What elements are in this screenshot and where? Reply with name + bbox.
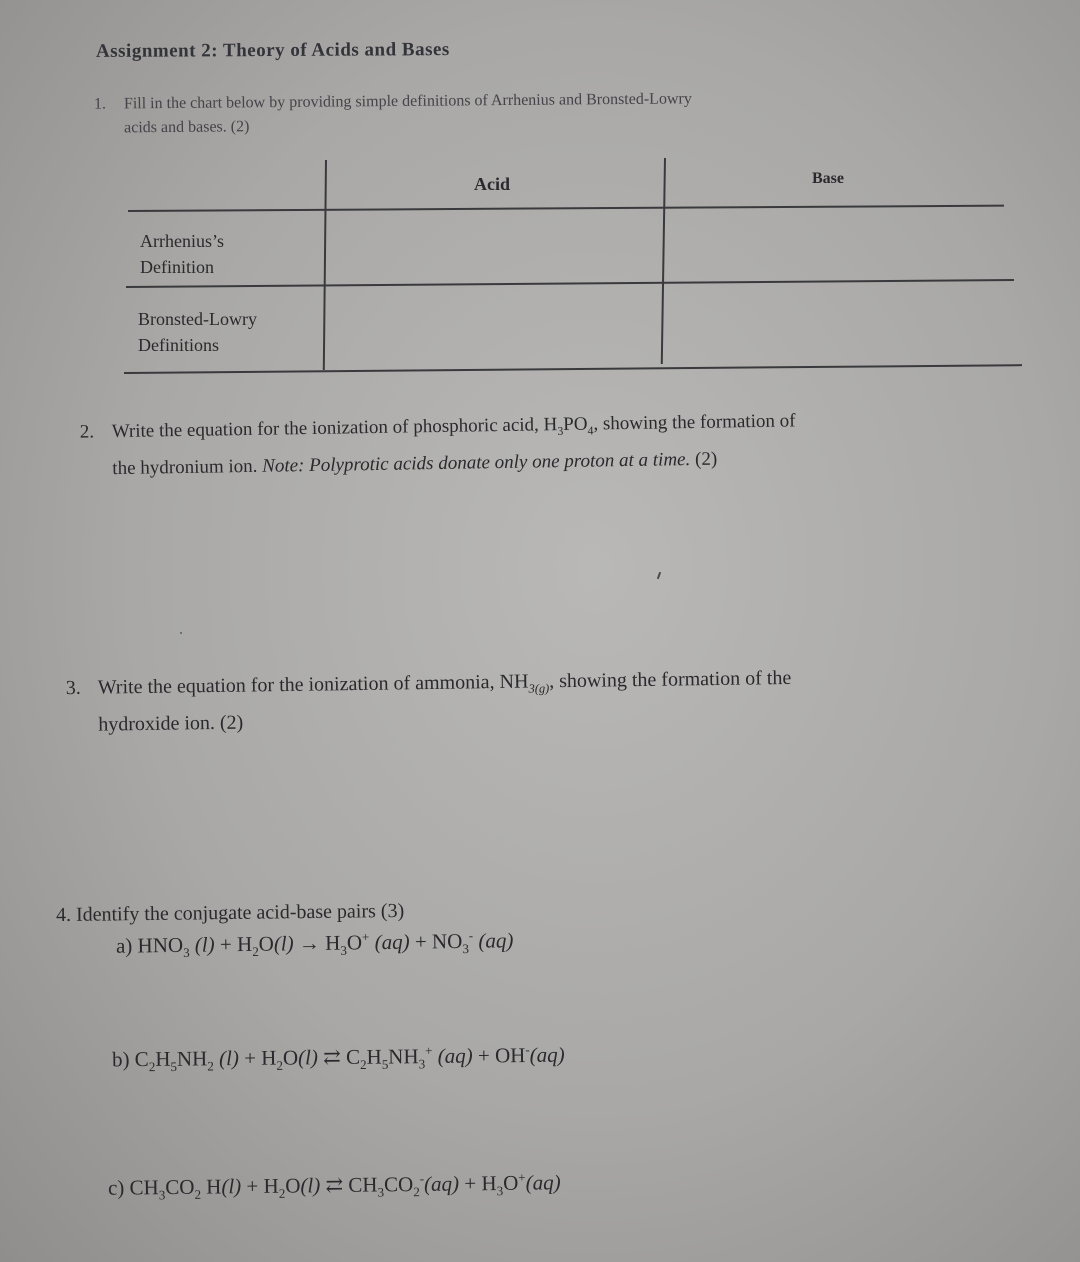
eq-c-state: (aq) — [423, 1171, 460, 1196]
q3-sub: 3(g) — [528, 681, 550, 696]
q2-sub-1: 3 — [557, 424, 564, 438]
eq-a-state: (aq) — [472, 928, 514, 953]
table-row-arrhenius-label — [140, 228, 224, 280]
eq-c-part: c) CH — [107, 1175, 159, 1200]
q3-text-a: Write the equation for the ionization of ammonia, NH — [97, 670, 529, 699]
eq-c-state: (l) — [221, 1174, 242, 1199]
eq-c-charge: - — [419, 1170, 425, 1186]
eq-b-part: C — [345, 1044, 361, 1069]
eq-b-sub: 5 — [170, 1058, 178, 1074]
question-2 — [80, 406, 797, 484]
eq-c-part: CH — [348, 1172, 378, 1197]
eq-b-sub: 3 — [418, 1056, 426, 1072]
eq-b-part: NH — [176, 1046, 208, 1071]
q2-text-a: Write the equation for the ionization of phosphoric acid, H — [111, 414, 558, 443]
eq-c-sub: 3 — [158, 1187, 166, 1203]
eq-c-state: (l) — [300, 1173, 321, 1198]
eq-c-part: CO — [165, 1174, 195, 1200]
eq-a-state: (l) — [189, 932, 215, 957]
equation-c — [108, 1169, 561, 1204]
arrhenius-label-line-1: Arrhenius’s — [140, 231, 224, 251]
question-4-heading: 4. Identify the conjugate acid-base pairs (3) — [55, 899, 405, 927]
eq-c-sub: 3 — [377, 1184, 385, 1200]
q2-sub-2: 4 — [587, 424, 594, 438]
eq-b-state: (aq) — [529, 1042, 565, 1067]
eq-b-sub: 2 — [148, 1059, 156, 1075]
table-header-rule — [128, 205, 1004, 212]
table-row-rule-1 — [126, 279, 1014, 288]
q2-text-d: the hydronium ion. — [112, 455, 263, 479]
table-bottom-rule — [124, 364, 1022, 374]
question-1-number: 1. — [93, 95, 106, 113]
stray-mark — [657, 572, 661, 579]
table-column-rule-1 — [323, 160, 327, 370]
eq-a-part: H — [324, 930, 341, 955]
eq-a-sub: 2 — [252, 943, 259, 960]
eq-b-part: O — [282, 1045, 299, 1070]
table-row-bronsted-label — [138, 306, 257, 358]
question-2-number: 2. — [79, 421, 95, 443]
eq-c-part: CO — [383, 1172, 414, 1197]
q3-text-b: , showing the formation of the — [548, 666, 792, 693]
arrhenius-label-line-2: Definition — [140, 257, 214, 277]
eq-a-part: + NO — [409, 928, 463, 954]
table-column-rule-2 — [661, 158, 666, 364]
equilibrium-arrow-icon: ⇄ — [320, 1172, 349, 1198]
reaction-arrow-icon: → — [293, 930, 326, 956]
eq-a-charge: - — [468, 927, 474, 943]
eq-b-charge: + — [424, 1043, 433, 1059]
question-1 — [94, 87, 692, 140]
eq-b-sub: 2 — [207, 1058, 214, 1074]
question-3-number: 3. — [65, 676, 81, 700]
bronsted-label-line-1: Bronsted-Lowry — [138, 309, 257, 329]
eq-a-charge: + — [361, 929, 370, 945]
eq-b-state: (l) — [213, 1046, 240, 1071]
eq-b-state: (l) — [297, 1045, 319, 1070]
eq-c-sub: 2 — [278, 1185, 286, 1201]
eq-c-sub: 3 — [496, 1183, 504, 1199]
eq-b-part: NH — [388, 1044, 419, 1069]
eq-c-sub: 2 — [194, 1186, 202, 1202]
eq-b-state: (aq) — [432, 1043, 473, 1069]
question-1-text: Fill in the chart below by providing simple definitions of Arrhenius and Bronsted-Lowry — [123, 90, 692, 113]
eq-b-part: + OH — [472, 1043, 526, 1068]
question-3-line-2: hydroxide ion. (2) — [98, 711, 244, 736]
eq-c-charge: + — [518, 1169, 526, 1185]
eq-a-part: O — [346, 930, 363, 955]
q2-text-b: PO — [563, 413, 588, 436]
eq-a-state: (aq) — [369, 929, 410, 955]
question-3 — [66, 663, 792, 740]
eq-c-part: H — [200, 1174, 222, 1199]
eq-a-sub: 3 — [183, 944, 190, 961]
eq-a-sub: 3 — [340, 942, 348, 958]
eq-b-sub: 2 — [276, 1057, 284, 1073]
eq-a-sub: 3 — [462, 941, 470, 957]
eq-a-part: O — [258, 931, 275, 956]
q2-points: (2) — [690, 448, 718, 470]
question-1-line-2: acids and bases. (2) — [124, 118, 250, 137]
eq-c-part: O — [502, 1170, 519, 1195]
equation-b — [112, 1042, 565, 1076]
eq-c-part: O — [285, 1173, 301, 1198]
stray-dot — [180, 632, 182, 634]
eq-c-sub: 2 — [413, 1184, 420, 1200]
equation-a — [116, 927, 514, 962]
eq-b-part: H — [155, 1046, 171, 1071]
eq-a-part: + H — [214, 931, 253, 957]
eq-a-part: a) HNO — [115, 932, 184, 958]
eq-c-part: + H — [241, 1173, 279, 1199]
bronsted-label-line-2: Definitions — [138, 335, 219, 355]
eq-c-part: + H — [458, 1171, 497, 1196]
eq-b-sub: 5 — [381, 1056, 389, 1072]
eq-b-sub: 2 — [360, 1056, 367, 1072]
eq-a-state: (l) — [273, 931, 294, 956]
table-header-base: Base — [812, 170, 844, 187]
eq-b-part: b) C — [111, 1046, 149, 1072]
assignment-title: Assignment 2: Theory of Acids and Bases — [95, 39, 450, 62]
q2-note: Note: Polyprotic acids donate only one proton at a time. — [262, 448, 691, 477]
q2-text-c: , showing the formation of — [593, 410, 796, 435]
eq-b-part: + H — [238, 1045, 277, 1071]
table-header-acid: Acid — [474, 174, 510, 194]
equilibrium-arrow-icon: ⇄ — [317, 1044, 347, 1070]
eq-b-part: H — [366, 1044, 382, 1069]
eq-b-charge: - — [525, 1041, 530, 1058]
eq-c-state: (aq) — [525, 1170, 561, 1195]
